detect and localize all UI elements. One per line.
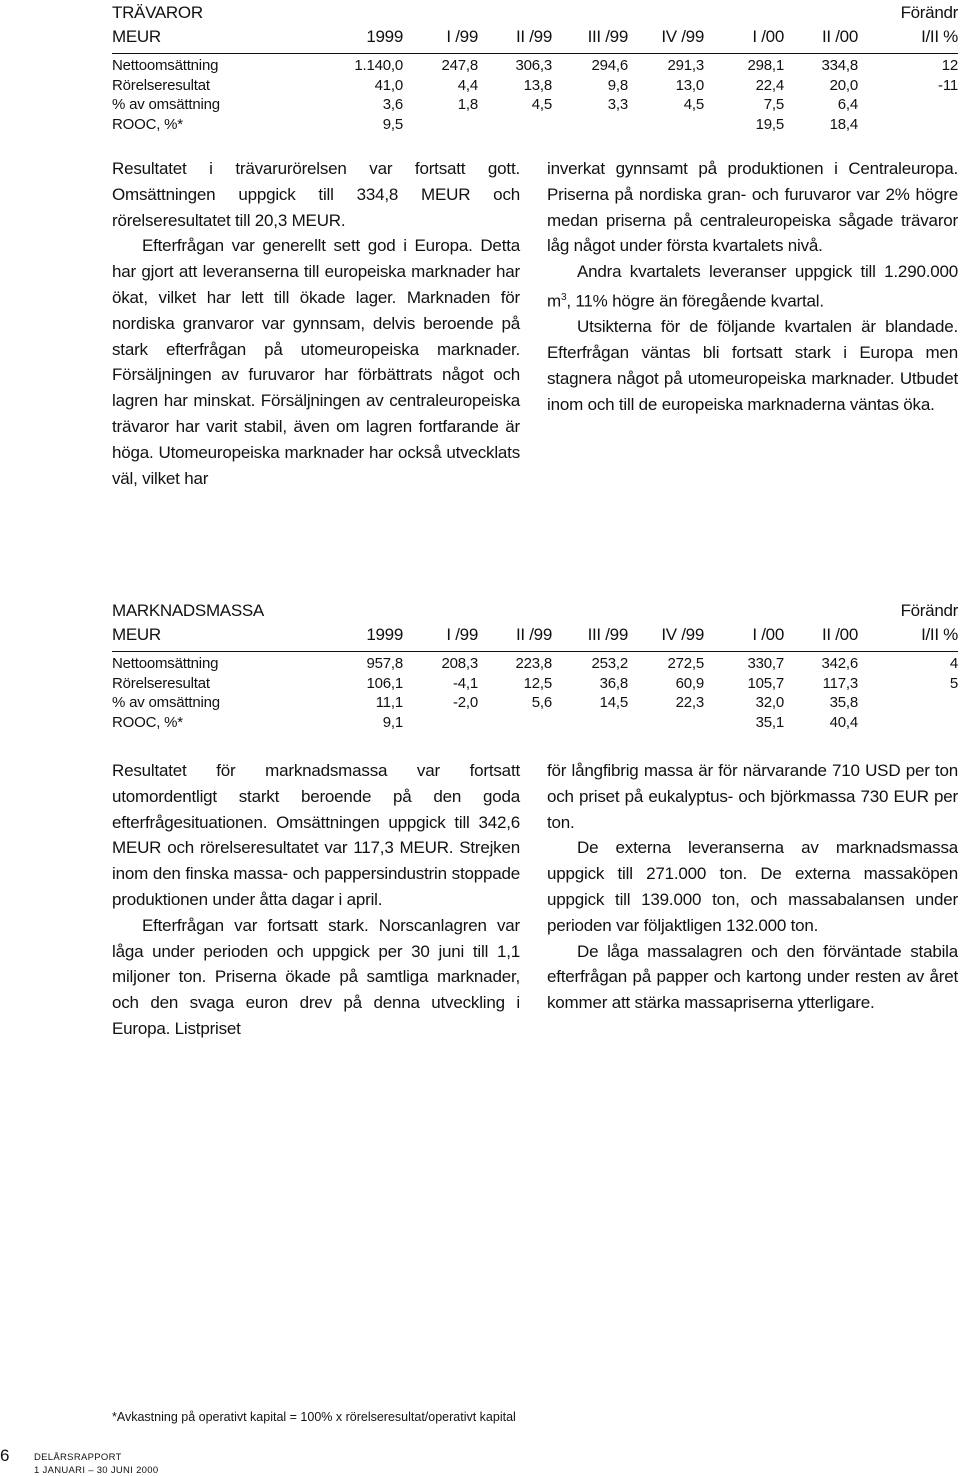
table-cell: 12 [941,57,958,74]
change-label: Förändr [900,601,958,620]
table-cell: -4,1 [452,674,478,692]
table-cell: 35,1 [755,713,784,731]
report-title: DELÅRSRAPPORT [34,1452,122,1463]
row-label: Rörelseresultat [112,76,210,94]
table-row [112,694,958,714]
change-label: Förändr [900,3,958,22]
table-cell: 105,7 [747,674,784,692]
column-header: II /00 [821,625,858,644]
column-header: IV /99 [661,27,704,46]
section-header [112,0,958,27]
table-cell: 208,3 [441,655,478,672]
table-cell: 3,3 [607,96,628,113]
paragraph: Resultatet för marknadsmassa var fortsatt utomordentligt starkt beroende på den goda efterfrågesituationen. Omsättningen uppgick till 342,6 MEUR och rörelseresultatet var 117,3 MEUR. Strejken inom den finska massa- och pappersindustrin stoppade produktionen under åtta dagar i april. [112,761,520,909]
table-body [112,652,958,733]
table-cell: 298,1 [747,57,784,74]
table-cell: 18,4 [829,115,858,133]
table-header-row [112,625,958,652]
table-cell: 22,4 [755,76,784,94]
paragraph: De låga massalagren och den förväntade stabila efterfrågan på papper och kartong under resten av året kommer att stärka massapriserna ytterligare. [547,941,958,1013]
table-cell: 1.140,0 [354,57,403,74]
column-header: II /99 [515,625,552,644]
paragraph [547,259,958,314]
paragraph: inverkat gynnsamt på produktionen i Centraleuropa. Priserna på nordiska gran- och furuvaror var 2% högre medan priserna på centraleuropeiska sågade trävaror låg något under första kvartalets nivå. [547,159,958,256]
table-cell: -11 [938,76,958,94]
table-cell: 7,5 [763,96,784,113]
paragraph: Efterfrågan var generellt sett god i Europa. Detta har gjort att leveranserna till europeiska marknader har ökat, vilket har lett till ökade lager. Marknaden för nordiska granvaror var gynnsam, delvis beroende på stark efterfrågan på utomeuropeiska marknader. Försäljningen av furuvaror har förbättrats något och lagren har minskat. Försäljningen av centraleuropeiska trävaror har varit stabil, även om lagren fortfarande är höga. Utomeuropeiska marknader har också utvecklats väl, vilket har [112,236,520,488]
column-header: I /00 [752,27,784,46]
table-cell: 22,3 [675,694,704,711]
column-header: II /00 [821,27,858,46]
table-cell: 13,0 [675,76,704,94]
text-column-left [112,156,520,491]
column-header: I /99 [446,625,478,644]
table-cell: 9,8 [607,76,628,94]
table-cell: 223,8 [515,655,552,672]
table-row [112,714,958,734]
report-period: 1 JANUARI – 30 JUNI 2000 [34,1465,159,1476]
table-cell: 12,5 [523,674,552,692]
table-cell: 36,8 [599,674,628,692]
table-cell: 41,0 [374,76,403,94]
column-header: IV /99 [661,625,704,644]
table-cell: 957,8 [366,655,403,672]
row-label: ROOC, %* [112,713,183,731]
table-cell: 291,3 [667,57,704,74]
table-row [112,77,958,97]
superscript: 3 [560,291,567,303]
column-header: 1999 [366,27,403,46]
paragraph: Utsikterna för de följande kvartalen är blandade. Efterfrågan väntas bli fortsatt stark i Europa men stagnera något på utomeuropeiska marknader. Utbudet inom och till de europeiska marknaderna väntas öka. [547,317,958,414]
column-header: I/II % [921,27,958,46]
column-header: I/II % [921,625,958,644]
paragraph: De externa leveranserna av marknadsmassa uppgick till 271.000 ton. De externa massaköpen uppgick till 139.000 ton, och massabalansen under perioden var följaktligen 132.000 ton. [547,838,958,935]
table-cell: 342,6 [821,655,858,672]
paragraph: Efterfrågan var fortsatt stark. Norscanlagren var låga under perioden och uppgick per 30 juni till 1,1 miljoner ton. Priserna ökade på samtliga marknader, och den svaga euron drev på denna utveckling i Europa. Listpriset [112,915,520,1038]
paragraph: Resultatet i trävarurörelsen var fortsatt gott. Omsättningen uppgick till 334,8 MEUR och rörelseresultatet till 20,3 MEUR. [112,159,520,230]
text-run: , 11% högre än föregående kvartal. [566,291,824,311]
table-cell: 253,2 [591,655,628,672]
column-header: I /00 [752,625,784,644]
table-cell: 247,8 [441,57,478,74]
footnote: *Avkastning på operativt kapital = 100% x rörelseresultat/operativt kapital [112,1410,516,1424]
section-travaror [112,0,958,135]
section-title: TRÄVAROR [112,3,203,22]
table-cell: 306,3 [515,57,552,74]
table-cell: 4,5 [683,96,704,113]
row-label: Nettoomsättning [112,655,219,672]
table-cell: 3,6 [382,96,403,113]
table-cell: 35,8 [829,694,858,711]
section-marknadsmassa [112,598,958,733]
table-cell: 294,6 [591,57,628,74]
page-number: 6 [0,1446,10,1465]
table-cell: 32,0 [755,694,784,711]
table-cell: 330,7 [747,655,784,672]
text-column-left [112,758,520,1042]
section-title: MARKNADSMASSA [112,601,264,620]
row-label: % av omsättning [112,96,220,113]
table-cell: 19,5 [755,115,784,133]
table-cell: 4,4 [457,76,478,94]
column-header: 1999 [366,625,403,644]
table-row [112,57,958,77]
column-header: II /99 [515,27,552,46]
row-label: Nettoomsättning [112,57,219,74]
table-row [112,655,958,675]
row-label: % av omsättning [112,694,220,711]
table-cell: 272,5 [667,655,704,672]
table-cell: 117,3 [822,674,858,692]
paragraph: för långfibrig massa är för närvarande 710 USD per ton och priset på eukalyptus- och björkmassa 730 EUR per ton. [547,761,958,832]
column-header: MEUR [112,27,161,46]
text-column-right [547,156,958,418]
table-cell: 9,5 [382,115,403,133]
table-cell: 13,8 [523,76,552,94]
table-cell: 334,8 [821,57,858,74]
table-body [112,54,958,135]
table-cell: 40,4 [829,713,858,731]
column-header: III /99 [587,625,628,644]
table-cell: 5 [949,674,958,692]
table-row [112,116,958,136]
table-header-row [112,27,958,54]
section-header [112,598,958,625]
text-run: Andra kvartalets leveranser uppgick till 1.290.000 m [547,262,958,311]
table-cell: 4,5 [531,96,552,113]
column-header: I /99 [446,27,478,46]
table-cell: 4 [949,655,958,672]
table-row [112,675,958,695]
table-cell: 5,6 [531,694,552,711]
column-header: III /99 [587,27,628,46]
table-cell: 1,8 [457,96,478,113]
table-cell: -2,0 [452,694,478,711]
table-cell: 14,5 [599,694,628,711]
row-label: Rörelseresultat [112,674,210,692]
table-cell: 60,9 [675,674,704,692]
row-label: ROOC, %* [112,115,183,133]
table-cell: 106,1 [366,674,403,692]
table-cell: 6,4 [837,96,858,113]
table-cell: 11,1 [375,694,403,711]
table-cell: 9,1 [382,713,403,731]
text-column-right [547,758,958,1016]
table-cell: 20,0 [829,76,858,94]
column-header: MEUR [112,625,161,644]
table-row [112,96,958,116]
